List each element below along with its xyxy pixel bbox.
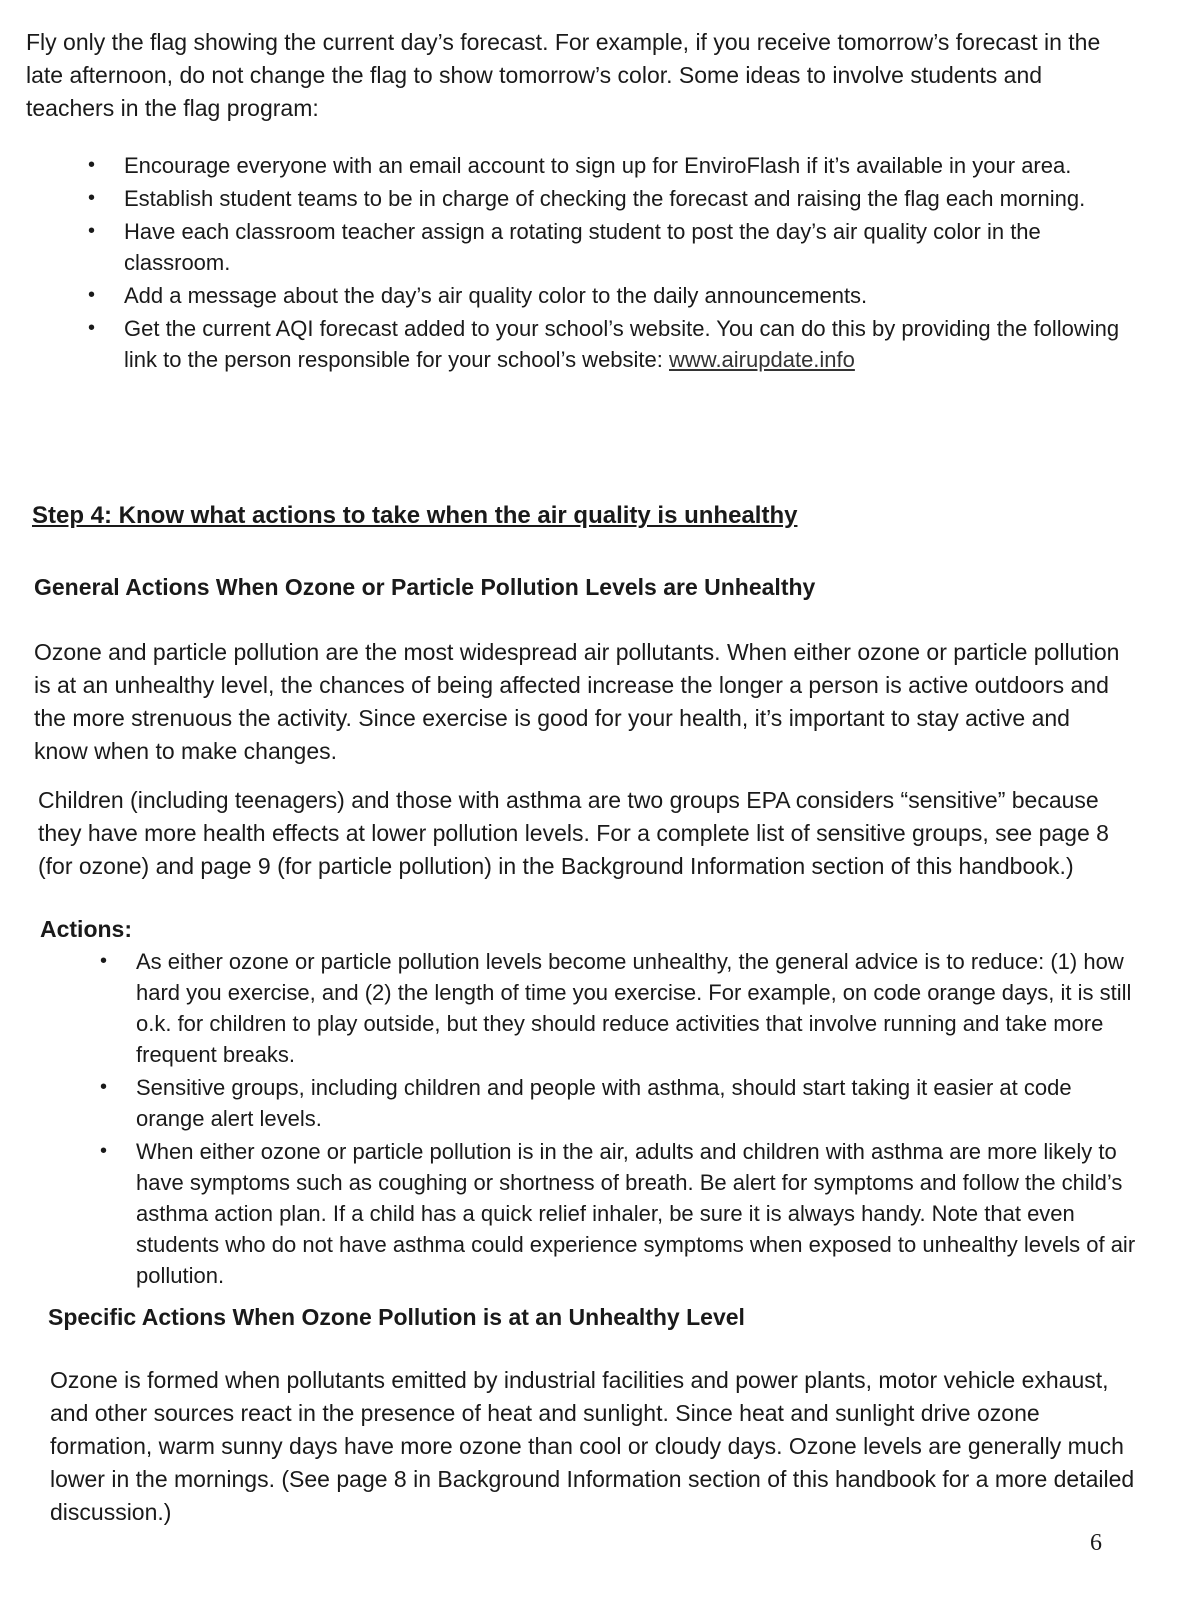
intro-paragraph: Fly only the flag showing the current day’s forecast. For example, if you receive tomorrow’s forecast in the late afternoon, do not change the flag to show tomorrow’s color. Some ideas to involve students and teachers in the flag program: [26, 29, 1101, 121]
specific-paragraph: Ozone is formed when pollutants emitted by industrial facilities and power plants, motor vehicle exhaust, and other sources react in the presence of heat and sunlight. Since heat and sunlight drive ozone formation, warm sunny days have more ozone than cool or cloudy days. Ozone levels are generally much lower in the mornings. (See page 8 in Background Information section of this handbook for a more detailed discussion.) [50, 1367, 1135, 1525]
list-item [88, 280, 1128, 311]
airupdate-link[interactable]: www.airupdate.info [669, 347, 855, 372]
step-4-title: Step 4: Know what actions to take when the air quality is unhealthy [32, 502, 798, 529]
list-item [88, 216, 1128, 278]
specific-actions-heading: Specific Actions When Ozone Pollution is at an Unhealthy Level [48, 1304, 745, 1330]
list-item [100, 1072, 1140, 1134]
list-item-text: Establish student teams to be in charge of checking the forecast and raising the flag each morning. [124, 186, 1086, 211]
page-number: 6 [1090, 1530, 1102, 1556]
list-item [100, 1136, 1140, 1291]
actions-label: Actions: [40, 916, 132, 942]
list-item-text: Get the current AQI forecast added to your school’s website. You can do this by providing the following link to the person responsible for your school’s website: [124, 316, 1120, 372]
flag-ideas-list [88, 150, 1128, 377]
list-item-text: When either ozone or particle pollution is in the air, adults and children with asthma are more likely to have symptoms such as coughing or shortness of breath. Be alert for symptoms and follow the child’s asthma action plan. If a child has a quick relief inhaler, be sure it is always handy. Note that even students who do not have asthma could experience symptoms when exposed to unhealthy levels of air pollution. [136, 1139, 1136, 1288]
list-item [88, 313, 1128, 375]
list-item [100, 946, 1140, 1070]
general-actions-heading: General Actions When Ozone or Particle Pollution Levels are Unhealthy [34, 574, 816, 600]
general-paragraph-1: Ozone and particle pollution are the most widespread air pollutants. When either ozone or particle pollution is at an unhealthy level, the chances of being affected increase the longer a person is active outdoors and the more strenuous the activity. Since exercise is good for your health, it’s important to stay active and know when to make changes. [34, 639, 1120, 764]
list-item-text: Encourage everyone with an email account to sign up for EnviroFlash if it’s available in your area. [124, 153, 1072, 178]
list-item [88, 150, 1128, 181]
list-item-text: Sensitive groups, including children and people with asthma, should start taking it easier at code orange alert levels. [136, 1075, 1072, 1131]
actions-list [100, 946, 1140, 1293]
list-item-text: Have each classroom teacher assign a rotating student to post the day’s air quality color in the classroom. [124, 219, 1041, 275]
general-paragraph-2: Children (including teenagers) and those with asthma are two groups EPA considers “sensitive” because they have more health effects at lower pollution levels. For a complete list of sensitive groups, see page 8 (for ozone) and page 9 (for particle pollution) in the Background Information section of this handbook.) [38, 787, 1109, 879]
list-item-text: Add a message about the day’s air quality color to the daily announcements. [124, 283, 868, 308]
list-item-text: As either ozone or particle pollution levels become unhealthy, the general advice is to reduce: (1) how hard you exercise, and (2) the length of time you exercise. For example, on code orange days, it is still o.k. for children to play outside, but they should reduce activities that involve running and take more frequent breaks. [136, 949, 1132, 1067]
list-item [88, 183, 1128, 214]
